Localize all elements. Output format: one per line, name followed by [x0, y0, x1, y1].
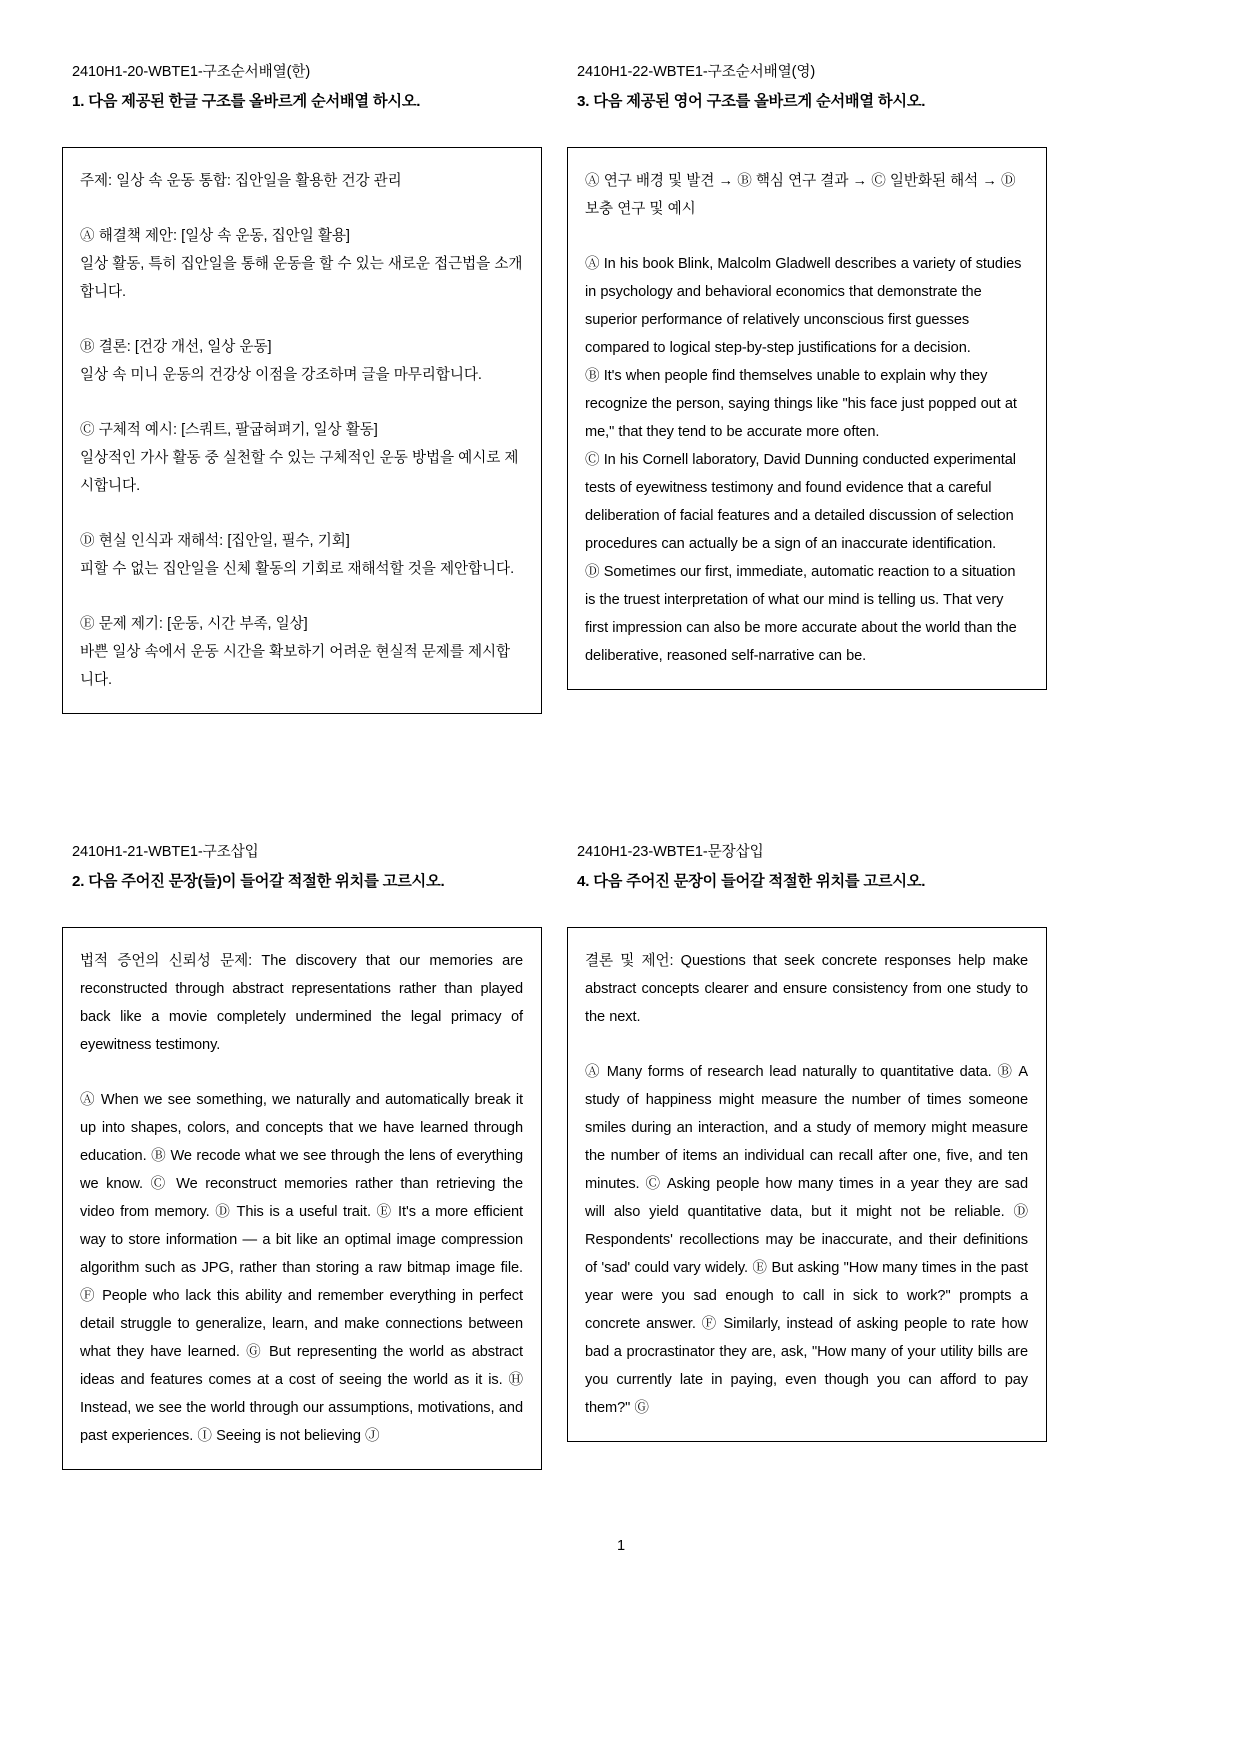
content-paragraph: 일상적인 가사 활동 중 실천할 수 있는 구체적인 운동 방법을 예시로 제시합니다.	[80, 449, 519, 494]
question-cell-3	[567, 62, 1047, 690]
content-paragraph: Ⓒ 구체적 예시: [스쿼트, 팔굽혀펴기, 일상 활동]	[80, 421, 378, 438]
question-cell-1	[62, 62, 542, 714]
content-paragraph: Ⓔ 문제 제기: [운동, 시간 부족, 일상]	[80, 615, 308, 632]
question-code-1: 2410H1-20-WBTE1-구조순서배열(한)	[72, 64, 311, 80]
question-title-3: 3. 다음 제공된 영어 구조를 올바르게 순서배열 하시오.	[577, 92, 926, 110]
content-paragraph: 법적 증언의 신뢰성 문제: The discovery that our memories are reconstructed through abstract representations rather than played back like a movie completely undermined the legal primacy of eyewitness testimony.	[80, 952, 523, 1053]
question-cell-4	[567, 842, 1047, 1442]
question-title-2: 2. 다음 주어진 문장(들)이 들어갈 적절한 위치를 고르시오.	[72, 872, 445, 890]
question-code-3: 2410H1-22-WBTE1-구조순서배열(영)	[577, 64, 816, 80]
content-paragraph: 일상 속 미니 운동의 건강상 이점을 강조하며 글을 마무리합니다.	[80, 366, 482, 383]
content-paragraph: 주제: 일상 속 운동 통합: 집안일을 활용한 건강 관리	[80, 172, 402, 189]
question-content-box-4	[567, 927, 1047, 1442]
content-paragraph: Ⓓ 현실 인식과 재해석: [집안일, 필수, 기회]	[80, 532, 350, 549]
page-number: 1	[616, 1538, 626, 1554]
questions-row-1	[62, 62, 1180, 714]
content-paragraph: 일상 활동, 특히 집안일을 통해 운동을 할 수 있는 새로운 접근법을 소개합니다.	[80, 255, 523, 300]
question-code-2: 2410H1-21-WBTE1-구조삽입	[72, 843, 259, 860]
question-content-box-1	[62, 147, 542, 714]
questions-row-2	[62, 842, 1180, 1470]
content-paragraph: Ⓑ 결론: [건강 개선, 일상 운동]	[80, 338, 272, 355]
content-paragraph: Ⓐ Many forms of research lead naturally to quantitative data. Ⓑ A study of happiness might measure the number of times someone smiles during an interaction, and a study of memory might measure the number of items an individual can recall after one, five, and ten minutes. Ⓒ Asking people how many times in a year they are sad will also yield quantitative data, but it might not be reliable. Ⓓ Respondents' recollections may be inaccurate, and their definitions of 'sad' could vary widely. Ⓔ But asking "How many times in the past year were you sad enough to call in sick to work?" prompts a concrete answer. Ⓕ Similarly, instead of asking people to rate how bad a procrastinator they are, ask, "How many of your utility bills are you currently late in paying, even though you can afford to pay them?" Ⓖ	[585, 1063, 1028, 1416]
content-paragraph: 결론 및 제언: Questions that seek concrete responses help make abstract concepts clearer and ensure consistency from one study to the next.	[585, 952, 1028, 1025]
content-paragraph: Ⓐ 연구 배경 및 발견 → Ⓑ 핵심 연구 결과 → Ⓒ 일반화된 해석 → Ⓓ 보충 연구 및 예시	[585, 172, 1016, 217]
content-paragraph: Ⓓ Sometimes our first, immediate, automatic reaction to a situation is the truest interpretation of what our mind is telling us. That very first impression can also be more accurate about the world than the deliberative, reasoned self‐narrative can be.	[585, 563, 1017, 664]
content-paragraph: 바쁜 일상 속에서 운동 시간을 확보하기 어려운 현실적 문제를 제시합니다.	[80, 643, 511, 688]
content-paragraph: Ⓐ 해결책 제안: [일상 속 운동, 집안일 활용]	[80, 227, 350, 244]
content-paragraph: Ⓒ In his Cornell laboratory, David Dunning conducted experimental tests of eyewitness testimony and found evidence that a careful deliberation of facial features and a detailed discussion of selection procedures can actually be a sign of an inaccurate identification.	[585, 451, 1016, 552]
question-content-box-2	[62, 927, 542, 1470]
content-paragraph: Ⓐ When we see something, we naturally and automatically break it up into shapes, colors, and concepts that we have learned through education. Ⓑ We recode what we see through the lens of everything we know. Ⓒ We reconstruct memories rather than retrieving the video from memory. Ⓓ This is a useful trait. Ⓔ It's a more efficient way to store information — a bit like an optimal image compression algorithm such as JPG, rather than storing a raw bitmap image file. Ⓕ People who lack this ability and remember everything in perfect detail struggle to generalize, learn, and make connections between what they have learned. Ⓖ But representing the world as abstract ideas and features comes at a cost of seeing the world as it is. Ⓗ Instead, we see the world through our assumptions, motivations, and past experiences. Ⓘ Seeing is not believing Ⓙ	[80, 1091, 523, 1444]
question-code-4: 2410H1-23-WBTE1-문장삽입	[577, 843, 764, 860]
content-paragraph: Ⓐ In his book Blink, Malcolm Gladwell describes a variety of studies in psychology and behavioral economics that demonstrate the superior performance of relatively unconscious first guesses compared to logical step‐by‐step justifications for a decision.	[585, 255, 1022, 356]
question-title-1: 1. 다음 제공된 한글 구조를 올바르게 순서배열 하시오.	[72, 92, 421, 110]
content-paragraph: Ⓑ It's when people find themselves unable to explain why they recognize the person, saying things like "his face just popped out at me," that they tend to be accurate more often.	[585, 367, 1017, 440]
question-title-4: 4. 다음 주어진 문장이 들어갈 적절한 위치를 고르시오.	[577, 872, 926, 890]
content-paragraph: 피할 수 없는 집안일을 신체 활동의 기회로 재해석할 것을 제안합니다.	[80, 560, 515, 577]
question-content-box-3	[567, 147, 1047, 690]
question-cell-2	[62, 842, 542, 1470]
